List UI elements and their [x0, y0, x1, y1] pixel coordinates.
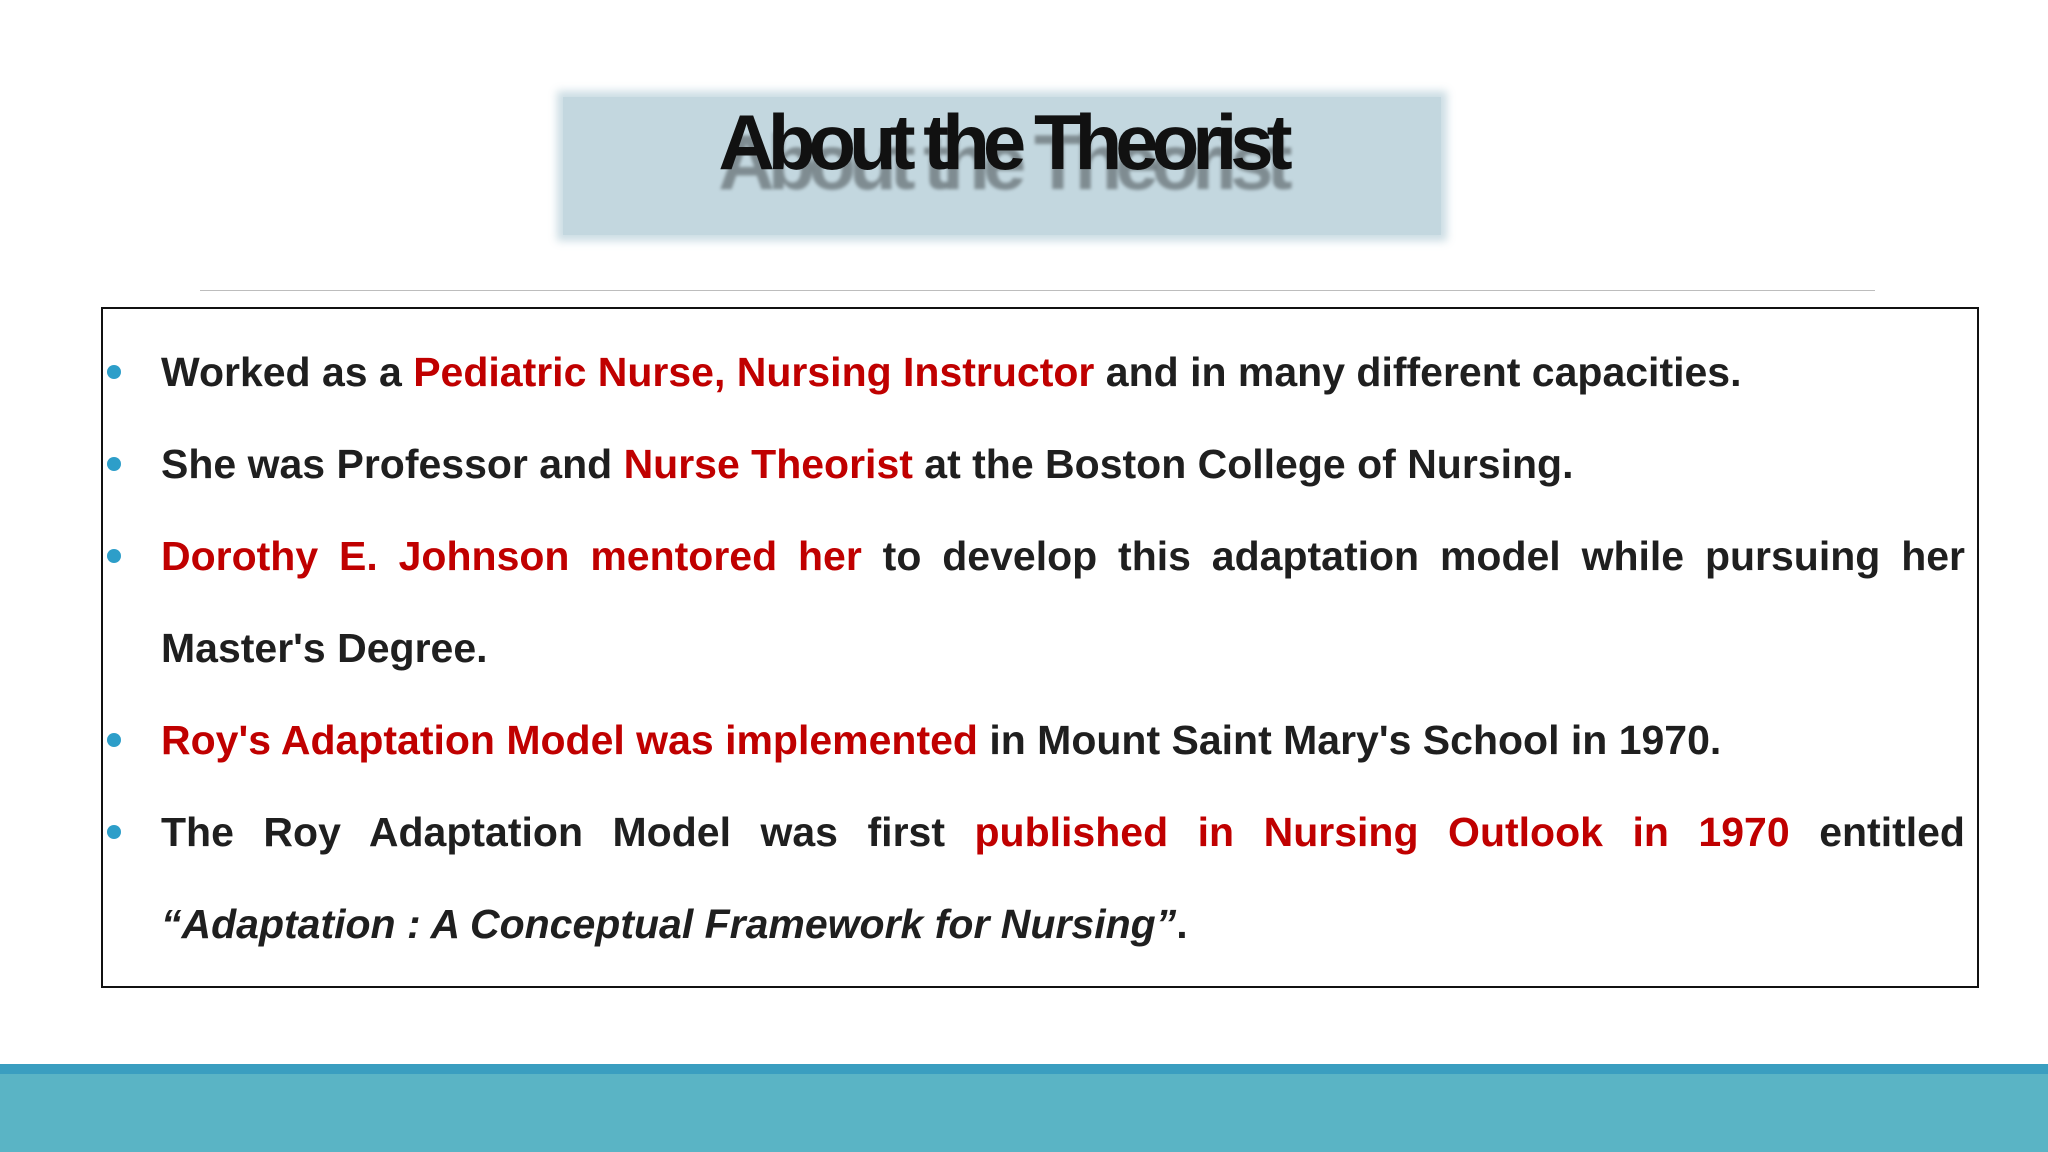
bullet-text: The Roy Adaptation Model was first: [161, 809, 975, 855]
highlight-text: Pediatric Nurse, Nursing Instructor: [413, 349, 1095, 395]
bullet-text: at the Boston College of Nursing.: [912, 441, 1574, 487]
footer-band: [0, 1074, 2048, 1152]
title-divider: [200, 290, 1875, 291]
bullet-item: [103, 326, 1977, 418]
highlight-text: Nurse Theorist: [623, 441, 913, 487]
bullet-dot-icon: [107, 457, 121, 471]
bullet-text: She was Professor and: [161, 441, 624, 487]
highlight-text: published in Nursing Outlook in 1970: [974, 809, 1790, 855]
content-box: [101, 307, 1979, 988]
bullet-list: [103, 326, 1977, 970]
footer-accent-stripe: [0, 1064, 2048, 1074]
bullet-dot-icon: [107, 549, 121, 563]
highlight-text: Dorothy E. Johnson mentored her: [161, 533, 862, 579]
bullet-text: in Mount Saint Mary's School in 1970.: [977, 717, 1722, 763]
bullet-text: to develop this adaptation model while pursuing her Master's Degree.: [161, 533, 1965, 671]
bullet-item: [103, 418, 1977, 510]
bullet-item: [103, 510, 1977, 694]
bullet-dot-icon: [107, 825, 121, 839]
highlight-text: Roy's Adaptation Model was implemented: [161, 717, 978, 763]
slide-title: About the Theorist: [718, 98, 1286, 186]
bullet-dot-icon: [107, 733, 121, 747]
bullet-text: .: [1176, 901, 1188, 947]
bullet-item: [103, 786, 1977, 970]
bullet-text: and in many different capacities.: [1094, 349, 1742, 395]
bullet-dot-icon: [107, 365, 121, 379]
publication-title: “Adaptation : A Conceptual Framework for Nursing”: [161, 901, 1177, 947]
bullet-text: Worked as a: [161, 349, 414, 395]
bullet-item: [103, 694, 1977, 786]
bullet-text: entitled: [1789, 809, 1965, 855]
